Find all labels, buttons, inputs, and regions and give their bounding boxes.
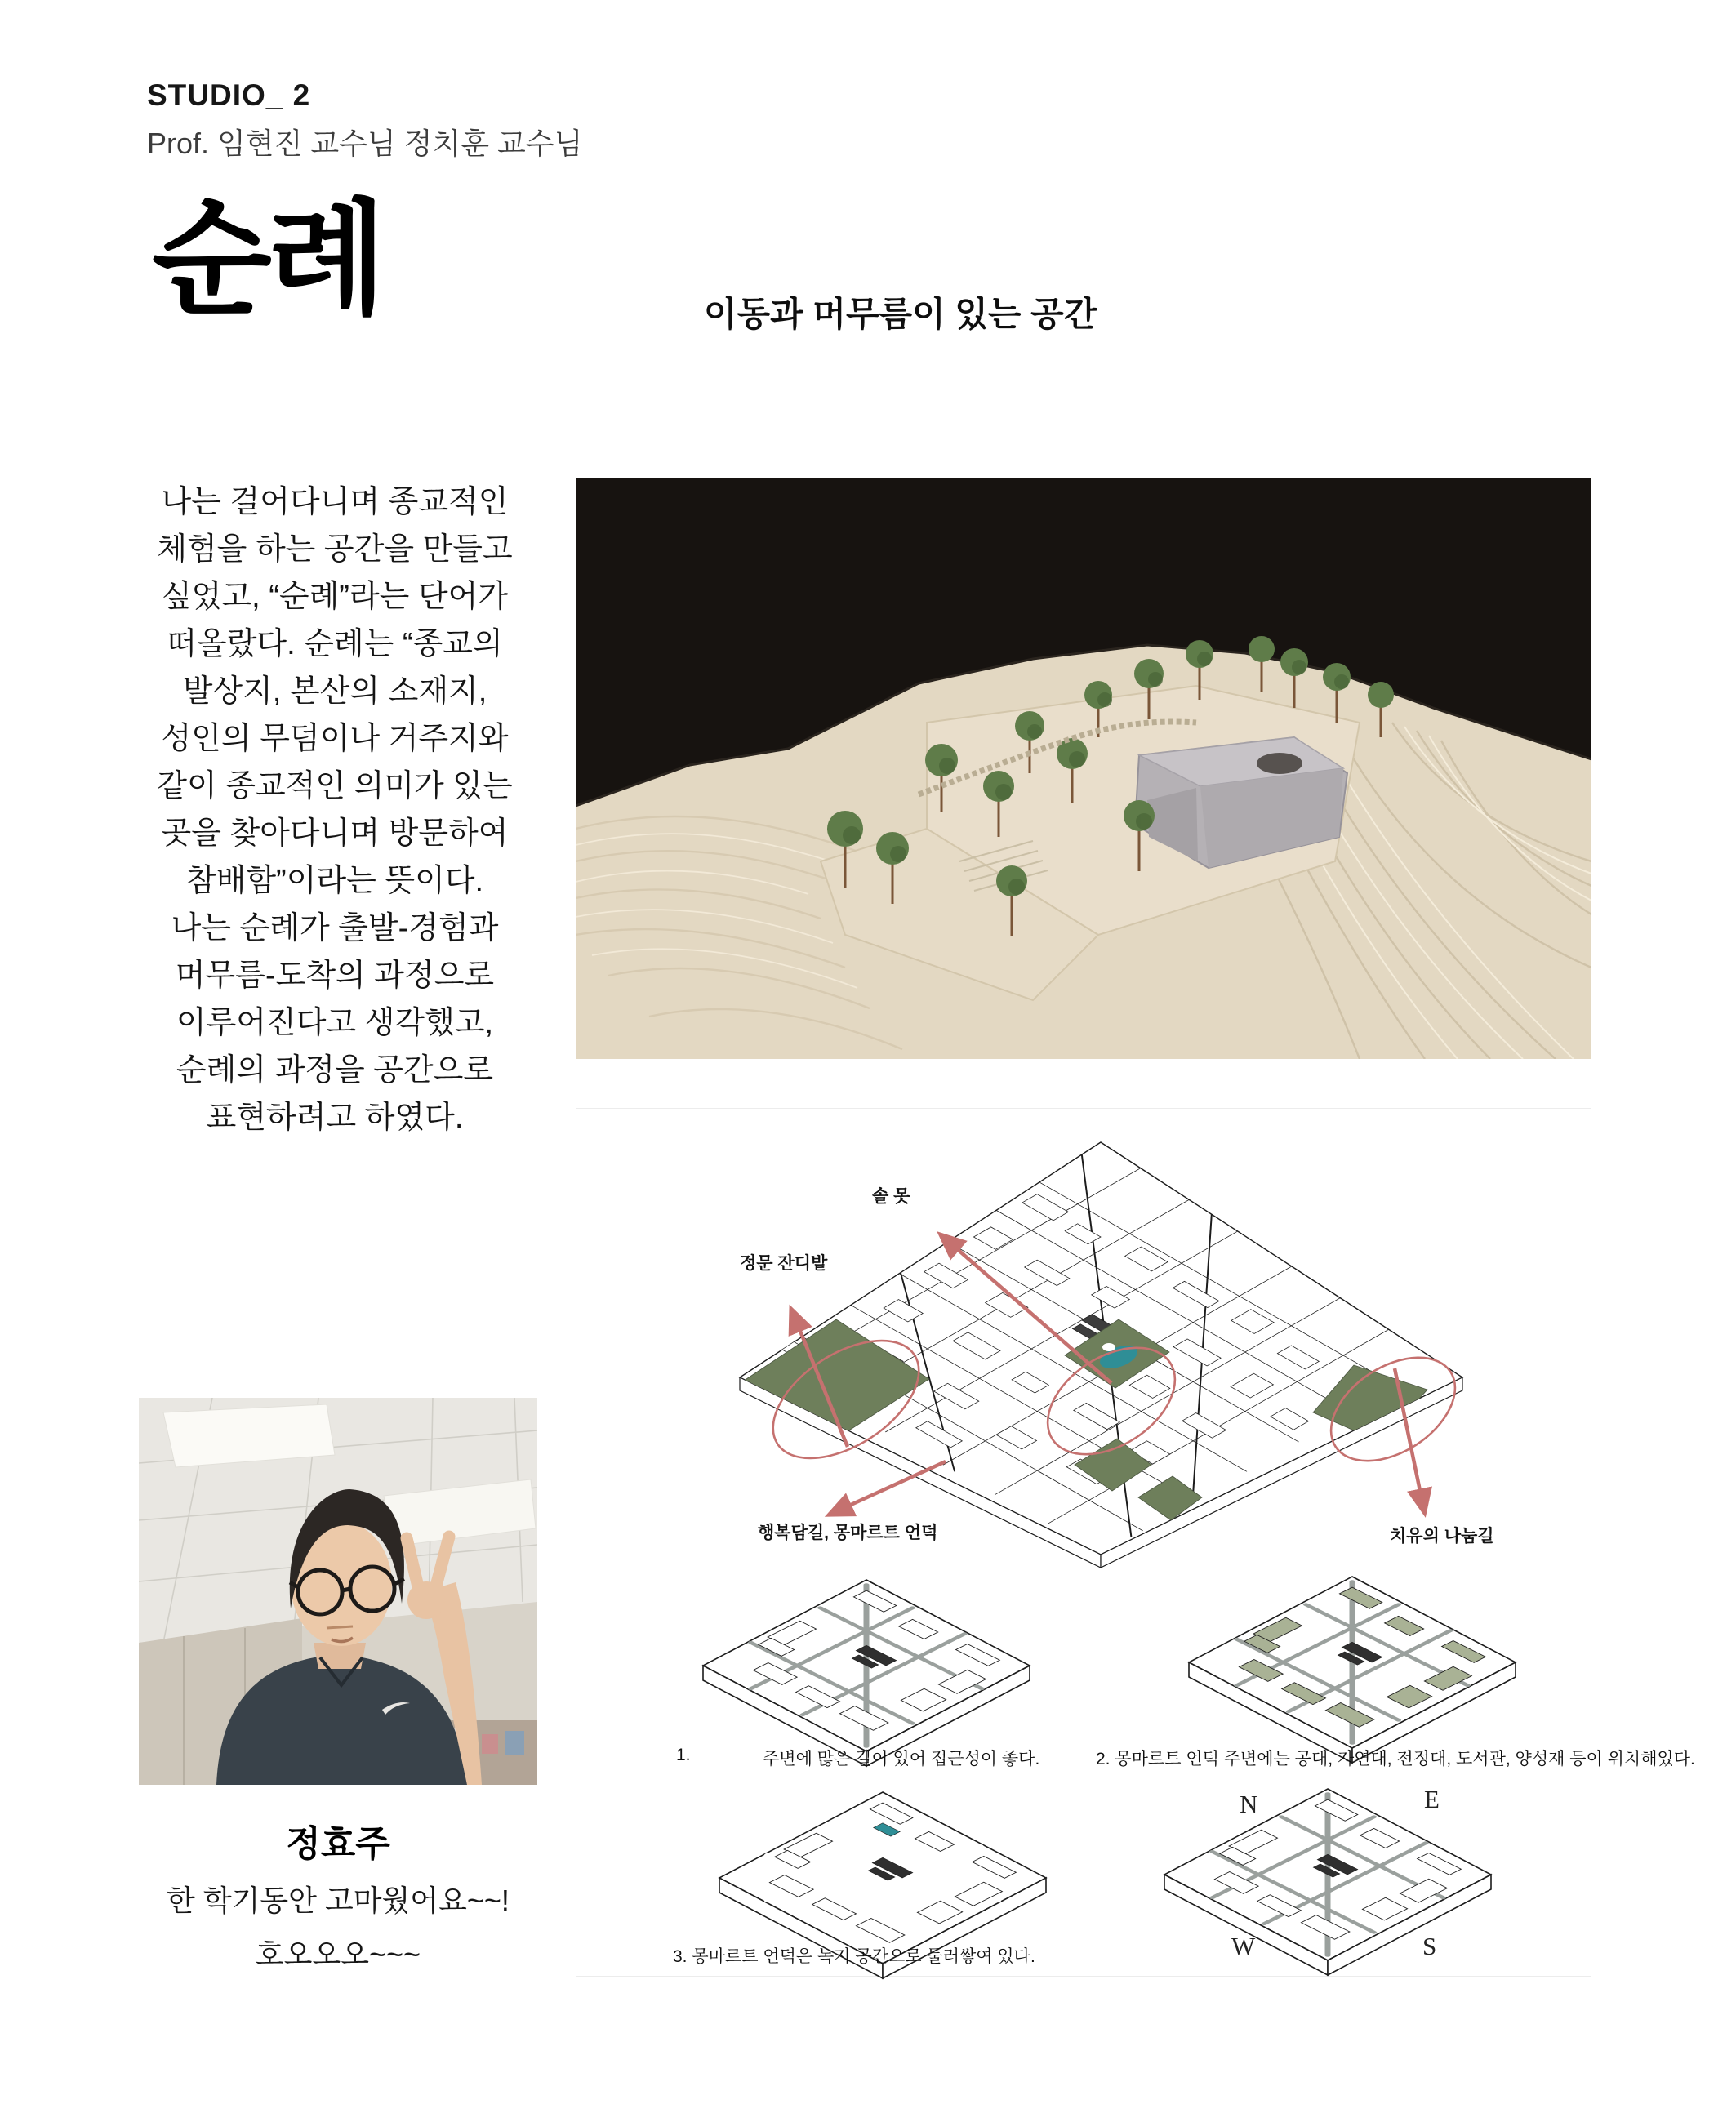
map-pond-island (1102, 1343, 1115, 1351)
intro-line: 발상지, 본산의 소재지, (182, 674, 487, 709)
intro-line: 나는 순례가 출발-경험과 (171, 911, 499, 945)
thanks-message-line-2: 호오오오~~~ (255, 1937, 421, 1971)
compass-west: W (1231, 1932, 1256, 1960)
analysis-diagram-orientation (1148, 1777, 1507, 1981)
intro-line: 참배함”이라는 뜻이다. (185, 864, 484, 898)
intro-line: 성인의 무덤이나 거주지와 (161, 722, 509, 756)
compass-east: E (1424, 1785, 1440, 1813)
studio-label: STUDIO_ 2 (147, 78, 311, 112)
arrow-happy-path (831, 1461, 946, 1514)
compass-south: S (1422, 1932, 1437, 1960)
intro-paragraph (122, 478, 547, 1141)
professors-label: Prof. 임현진 교수님 정치훈 교수님 (147, 127, 583, 160)
site-analysis-panel (576, 1108, 1695, 1977)
thanks-message-line-1: 한 학기동안 고마웠어요~~! (167, 1884, 510, 1917)
compass-north: N (1240, 1790, 1258, 1818)
model-photo (576, 478, 1591, 1059)
intro-line: 이루어진다고 생각했고, (176, 1006, 494, 1040)
label-front-lawn: 정문 잔디밭 (740, 1254, 828, 1273)
intro-line: 체험을 하는 공간을 만들고 (157, 532, 513, 567)
analysis-diagram-accessibility (687, 1568, 1046, 1772)
profile-photo (139, 1398, 537, 1785)
intro-line: 같이 종교적인 의미가 있는 (157, 769, 513, 803)
caption-2: 2. 몽마르트 언덕 주변에는 공대, 자연대, 전정대, 도서관, 양성재 등이 위치해있다. (1096, 1750, 1695, 1768)
intro-line: 떠올랐다. 순례는 “종교의 (167, 627, 503, 661)
student-name: 정효주 (286, 1824, 390, 1864)
page-title: 순례 (152, 190, 382, 329)
label-happy-path: 행복담길, 몽마르트 언덕 (758, 1524, 938, 1542)
intro-line: 순례의 과정을 공간으로 (176, 1053, 494, 1088)
caption-3: 3. 몽마르트 언덕은 녹지 공간으로 둘러쌓여 있다. (673, 1947, 1035, 1966)
intro-line: 곳을 찾아다니며 방문하여 (161, 816, 509, 851)
site-map-diagram (576, 1114, 1591, 1568)
caption-1: 주변에 많은 길이 있어 접근성이 좋다. (763, 1750, 1040, 1768)
intro-line: 싶었고, “순례”라는 단어가 (161, 580, 509, 614)
intro-line: 표현하려고 하였다. (206, 1101, 464, 1135)
caption-1-number: 1. (676, 1746, 691, 1764)
page-subtitle: 이동과 머무름이 있는 공간 (704, 295, 1097, 333)
label-pond: 솔 못 (872, 1187, 910, 1206)
analysis-diagram-facilities (1173, 1564, 1532, 1768)
label-healing-path: 치유의 나눔길 (1390, 1527, 1494, 1546)
intro-line: 머무름-도착의 과정으로 (175, 959, 495, 993)
intro-line: 나는 걸어다니며 종교적인 (161, 485, 509, 519)
